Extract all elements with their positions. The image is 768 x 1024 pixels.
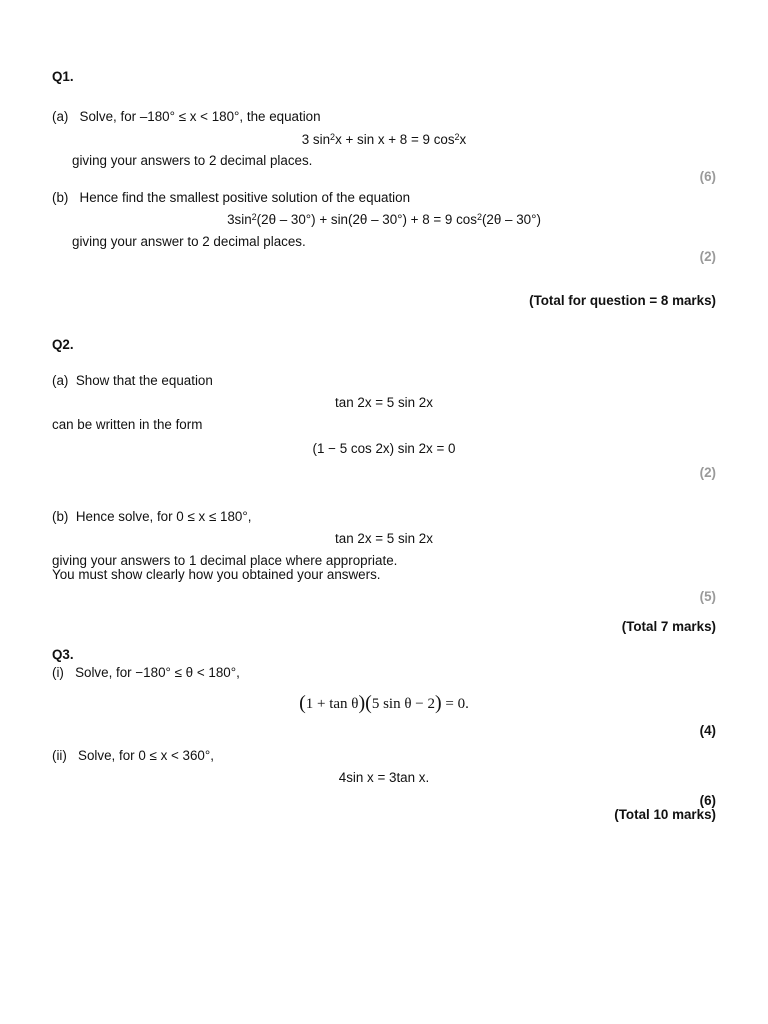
q2a-prompt bbox=[52, 373, 213, 389]
q2b-instruction-2: You must show clearly how you obtained your answers. bbox=[52, 567, 381, 582]
paren: ( bbox=[299, 692, 306, 714]
q1a-text: Solve, for –180° ≤ x < 180°, the equation bbox=[79, 109, 321, 124]
q2a-marks: (2) bbox=[699, 465, 716, 480]
q1b-prompt bbox=[52, 190, 410, 206]
paren: ( bbox=[365, 692, 372, 714]
q2b-text: Hence solve, for 0 ≤ x ≤ 180°, bbox=[75, 509, 252, 524]
q1a-label: (a) bbox=[52, 109, 69, 124]
q1b-eq-part: (2θ – 30°) + sin(2θ – 30°) + 8 = 9 cos bbox=[256, 212, 477, 227]
q2a-mid-text: can be written in the form bbox=[52, 417, 203, 432]
q1a-eq-part: x + sin x + 8 = 9 cos bbox=[335, 132, 455, 147]
q3i-eq-factor: 5 sin θ − 2 bbox=[371, 696, 435, 712]
paren: ) bbox=[435, 692, 442, 714]
q3i-prompt bbox=[52, 665, 240, 681]
q1-total: (Total for question = 8 marks) bbox=[529, 293, 716, 308]
q2b-prompt bbox=[52, 509, 251, 525]
q3i-label: (i) bbox=[52, 665, 64, 680]
q1a-marks: (6) bbox=[699, 169, 716, 184]
q3i-eq-factor: 1 + tan θ bbox=[305, 696, 359, 712]
q2b-equation: tan 2x = 5 sin 2x bbox=[335, 531, 433, 546]
q3i-eq-end: = 0. bbox=[441, 696, 469, 712]
q3ii-marks: (6) bbox=[699, 793, 716, 808]
q3ii-equation: 4sin x = 3tan x. bbox=[338, 770, 430, 785]
q2a-label: (a) bbox=[52, 373, 69, 388]
q3i-equation bbox=[0, 690, 768, 716]
q2-heading: Q2. bbox=[52, 337, 74, 352]
q2-total: (Total 7 marks) bbox=[621, 619, 716, 634]
q3-total: (Total 10 marks) bbox=[614, 807, 716, 822]
q1b-marks: (2) bbox=[699, 249, 716, 264]
q3i-marks: (4) bbox=[699, 723, 716, 738]
q1a-eq-sup: 2 bbox=[454, 132, 460, 142]
q1a-eq-part: x bbox=[459, 132, 467, 147]
q1a-eq-part: 3 sin bbox=[301, 132, 331, 147]
q1b-label: (b) bbox=[52, 190, 69, 205]
q1a-eq-sup: 2 bbox=[330, 132, 336, 142]
q1b-text: Hence find the smallest positive solution of the equation bbox=[79, 190, 411, 205]
q1-heading: Q1. bbox=[52, 69, 74, 84]
q3ii-label: (ii) bbox=[52, 748, 67, 763]
q2b-label: (b) bbox=[52, 509, 69, 524]
q1b-instruction: giving your answer to 2 decimal places. bbox=[72, 234, 306, 249]
paren: ) bbox=[358, 692, 366, 714]
q2a-equation-form: (1 − 5 cos 2x) sin 2x = 0 bbox=[312, 441, 456, 456]
q1a-equation bbox=[0, 132, 768, 148]
q2a-text: Show that the equation bbox=[75, 373, 213, 388]
q1b-eq-part: 3sin bbox=[227, 212, 252, 227]
q2a-equation: tan 2x = 5 sin 2x bbox=[335, 395, 433, 410]
q3ii-prompt bbox=[52, 748, 214, 764]
q1a-prompt bbox=[52, 109, 321, 125]
q2b-marks: (5) bbox=[699, 589, 716, 604]
q1b-eq-sup: 2 bbox=[476, 212, 482, 222]
q3ii-text: Solve, for 0 ≤ x < 360°, bbox=[78, 748, 214, 763]
q1b-eq-sup: 2 bbox=[251, 212, 257, 222]
q1b-eq-part: (2θ – 30°) bbox=[481, 212, 541, 227]
q2b-instruction-1: giving your answers to 1 decimal place where appropriate. bbox=[52, 553, 398, 568]
q1b-equation bbox=[0, 212, 768, 228]
q3i-text: Solve, for −180° ≤ θ < 180°, bbox=[75, 665, 240, 680]
q1a-instruction: giving your answers to 2 decimal places. bbox=[72, 153, 313, 168]
q3-heading: Q3. bbox=[52, 647, 74, 662]
